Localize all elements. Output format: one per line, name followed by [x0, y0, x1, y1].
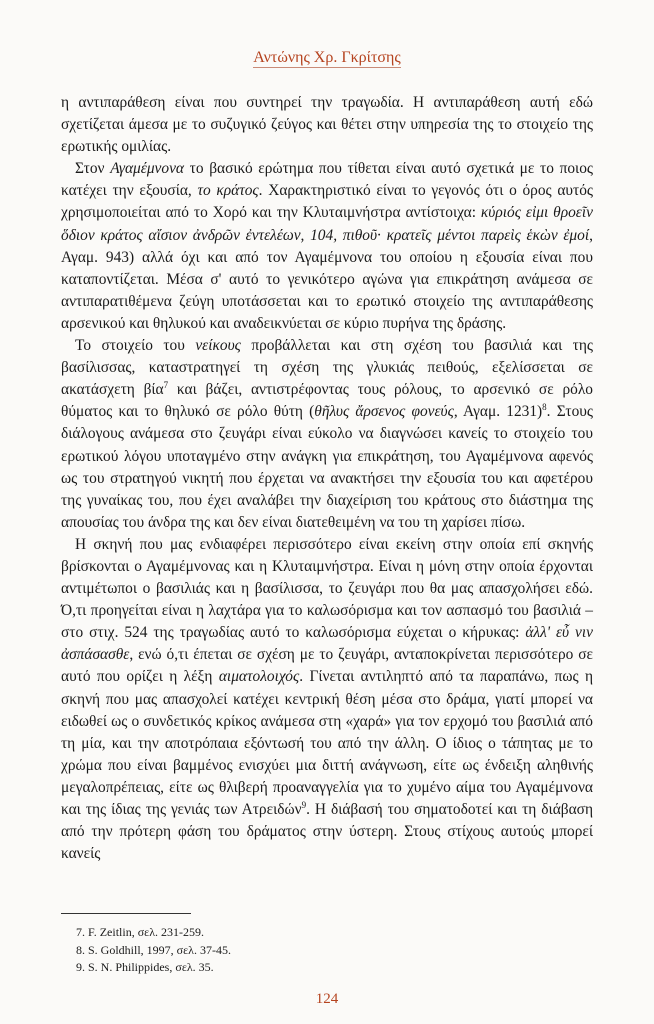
text-run: , Αγαμ. 1231) [453, 403, 543, 421]
paragraph [61, 158, 593, 335]
footnote: 7. F. Zeitlin, σελ. 231-259. [76, 925, 205, 939]
paragraph [61, 92, 593, 158]
text-run: και βάζει, αντιστρέφοντας τους ρόλους, το αρσενικό σε ρόλο θύματος και το θηλυκό σε ρόλο θύτη ( [61, 381, 593, 421]
footnote-ref: 9 [301, 799, 307, 810]
text-run: , ενώ ό,τι έπεται σε σχέση με το ζευγάρι, ανταποκρίνεται περισσότερο σε αυτό που ορίζει η λέξη [61, 646, 593, 686]
running-title: Αντώνης Χρ. Γκρίτσης [253, 49, 401, 66]
italic-text: νείκους [195, 337, 241, 355]
footnote-divider [61, 913, 191, 914]
text-run: . Η διάβασή του σηματοδοτεί και τη διάβαση από την πρότερη φάση του δράματος στην ύστερη. Στους στίχους αυτούς μπορεί κανείς [61, 801, 593, 863]
running-head [0, 49, 654, 67]
text-run: Το στοιχείο του [75, 337, 196, 355]
italic-text: κύριός εἰμι θροεῖν ὅδιον κράτος αἴσιον ἀνδρῶν ἐντελέων, 104, πιθοῦ· κρατεῖς μέντοι παρεὶς ἑκὼν ἐμοί [61, 204, 593, 244]
text-run: . Χαρακτηριστικό είναι το γεγονός ότι ο όρος αυτός χρησιμοποιείται από το Χορό και την Κλυταιμνήστρα αντίστοιχα: [61, 182, 593, 222]
italic-text: ἀλλ' εὖ νιν ἀσπάσασθε [61, 624, 593, 664]
text-run: Η σκηνή που μας ενδιαφέρει περισσότερο είναι εκείνη στην οποία επί σκηνής βρίσκονται ο Αγαμέμνονας και η Κλυταιμνήστρα. Είναι η μόνη στην οποία έρχονται αντιμέτωποι ο βασιλιάς και η βασίλισσα, το ζευγάρι που θα μας απασχολήσει εδώ. Ό,τι προηγείται είναι η λαχτάρα για το καλωσόρισμα και τον ασπασμό του βασιλιά –στο στιχ. 524 της τραγωδίας αυτό το καλωσόρισμα εύχεται ο κήρυκας: [61, 535, 593, 642]
footnote: 8. S. Goldhill, 1997, σελ. 37-45. [76, 942, 231, 957]
italic-text: θῆλυς ἄρσενος φονεύς [314, 403, 454, 421]
text-run: η αντιπαράθεση είναι που συντηρεί την τραγωδία. Η αντιπαράθεση αυτή εδώ σχετίζεται άμεσα με το συζυγικό ζεύγος και θέτει στην υπηρεσία της το στοιχείο της ερωτικής ομιλίας. [61, 94, 593, 156]
text-run: , Αγαμ. 943) αλλά όχι και από τον Αγαμέμνονα του οποίου η εξουσία είναι που καταποντίζεται. Μέσα σ' αυτό το γενικότερο αγώνα για επικράτηση ανάμεσα σε αντιπαρατιθέμενα ζεύγη υποτάσσεται και το ερωτικό στοιχείο της αντιπαράθεσης αρσενικού και θηλυκού και αναδεικνύεται σε κύριο πυρήνα της δράσης. [61, 226, 593, 332]
text-run: Στον [75, 160, 111, 178]
footnote-ref: 8 [542, 402, 547, 413]
italic-text: αιματολοιχός [218, 668, 300, 686]
italic-text: το κράτος [197, 182, 259, 200]
text-run: προβάλλεται και στη σχέση του βασιλιά και της βασίλισσας, καταστρατηγεί τη σχέση της γλυκιάς πειθούς, εξελίσσεται σε ακατάσχετη βία [61, 337, 593, 399]
text-run: . Γίνεται αντιληπτό από τα παραπάνω, πως η σκηνή που μας απασχολεί κατέχει κεντρική θέση μέσα στο δράμα, γιατί μπορεί να ειδωθεί ως ο συνδετικός κρίκος ανάμεσα στη «χαρά» για τον ερχομό του βασιλιά από τη μία, και την αποτρόπαια εξόντωσή του από την άλλη. Ο ίδιος ο τάπητας με το χρώμα που είναι βαμμένος ενισχύει μια διττή ανάγνωση, είτε ως ένδειξη αληθινής μεγαλοπρέπειας, είτε ως θλιβερή προαναγγελία για το χυμένο αίμα του Αγαμέμνονα και της ίδιας της γενιάς των Ατρειδών [61, 668, 594, 818]
body-text [61, 92, 593, 865]
italic-text: Αγαμέμνονα [110, 160, 184, 178]
footnote: 9. S. N. Philippides, σελ. 35. [76, 960, 214, 974]
paragraph [61, 335, 593, 534]
page-number: 124 [315, 991, 339, 1007]
text-run: . Στους διάλογους ανάμεσα στο ζευγάρι είναι εύκολο να διαγνώσει κανείς το στοιχείο του ερωτικού λόγου υποταγμένο στην ανάγκη για επικράτηση, του Αγαμέμνονα αφενός ως του στρατηγού νικητή που έρχεται να ανακτήσει την εξουσία του και αφετέρου της γυναίκας του, που έχει αναλάβει την διαχείριση του κράτους στο διάστημα της απουσίας του άνδρα της και δεν είναι διατεθειμένη να του τη χαρίσει πίσω. [61, 403, 593, 531]
footnote-ref: 7 [163, 380, 169, 391]
footnotes [76, 924, 231, 977]
paragraph [61, 534, 593, 865]
text-run: το βασικό ερώτημα που τίθεται είναι αυτό σχετικά με το ποιος κατέχει την εξουσία, [61, 160, 593, 200]
